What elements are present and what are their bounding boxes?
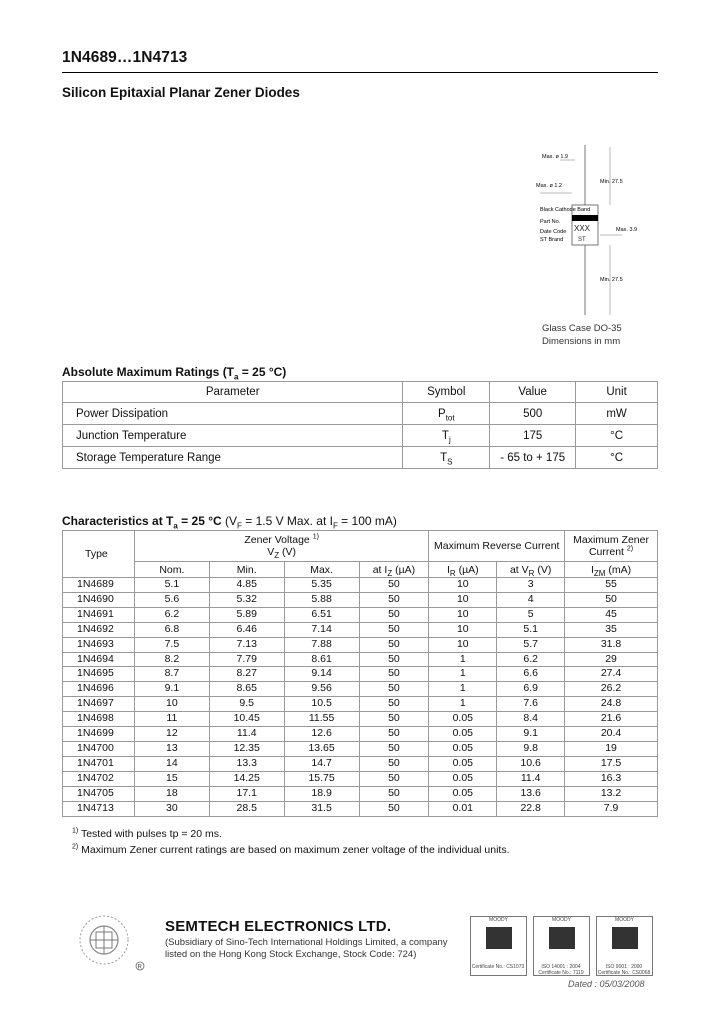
value-cell: 0.05 [429, 771, 497, 786]
value-cell: 1 [429, 697, 497, 712]
value-cell: 5.32 [209, 592, 284, 607]
unit-cell: mW [576, 403, 658, 425]
value-cell: 6.2 [134, 607, 209, 622]
col-zener-voltage: Zener Voltage $^{1)}$ $V_Z$ (V) [134, 531, 428, 562]
label-brand: ST Brand [540, 237, 564, 243]
type-cell: 1N4692 [63, 622, 135, 637]
title-rule [62, 72, 658, 73]
value-cell: 26.2 [565, 682, 658, 697]
table-row [63, 771, 658, 786]
table-row [63, 801, 658, 816]
value-cell: 1 [429, 682, 497, 697]
table-row [63, 592, 658, 607]
value-cell: 8.27 [209, 667, 284, 682]
footnote-2: $^{2)}$ Maximum Zener current ratings are based on maximum zener voltage of the individual units. [72, 843, 510, 856]
value-cell: 8.7 [134, 667, 209, 682]
footnote-1: $^{1)}$ Tested with pulses tp = 20 ms. [72, 827, 222, 840]
marking-part: XXX [574, 224, 591, 233]
value-cell: 6.8 [134, 622, 209, 637]
value-cell: 22.8 [497, 801, 565, 816]
value-cell: 50 [359, 652, 429, 667]
value-cell: 5.7 [497, 637, 565, 652]
type-cell: 1N4705 [63, 786, 135, 801]
value-cell: 3 [497, 578, 565, 593]
value-cell: 9.1 [134, 682, 209, 697]
value-cell: 19 [565, 741, 658, 756]
label-date-code: Date Code [540, 229, 567, 235]
col-unit: Unit [576, 382, 658, 403]
type-cell: 1N4693 [63, 637, 135, 652]
col-reverse-current: Maximum Reverse Current [429, 531, 565, 562]
table-row [63, 786, 658, 801]
value-cell: 50 [359, 697, 429, 712]
value-cell: 31.8 [565, 637, 658, 652]
table-header-row [63, 382, 658, 403]
sub-max: Max. [284, 562, 359, 578]
cert-caption-3: ISO 9001 : 2000 Certificate No.: CS0068 [597, 964, 651, 976]
value-cell: 50 [359, 637, 429, 652]
value-cell: 13.2 [565, 786, 658, 801]
cert-badge-1: MOODY [470, 916, 527, 976]
cathode-band [572, 215, 598, 221]
value-cell: 12.6 [284, 727, 359, 742]
amr-heading: Absolute Maximum Ratings ($T_a = 25$ °C) [62, 365, 287, 382]
type-cell: 1N4697 [63, 697, 135, 712]
value-cell: 6.46 [209, 622, 284, 637]
value-cell: 5.1 [134, 578, 209, 593]
value-cell: 50 [359, 771, 429, 786]
sub-at-vr: at $V_R$ (V) [497, 562, 565, 578]
marking-brand: ST [578, 237, 586, 243]
value-cell: 5.88 [284, 592, 359, 607]
value-cell: 10 [429, 622, 497, 637]
value-cell: 9.14 [284, 667, 359, 682]
value-cell: 50 [359, 786, 429, 801]
col-value: Value [490, 382, 576, 403]
value-cell: 18 [134, 786, 209, 801]
table-row [63, 756, 658, 771]
value-cell: 500 [490, 403, 576, 425]
unit-cell: °C [576, 447, 658, 469]
value-cell: 31.5 [284, 801, 359, 816]
value-cell: 1 [429, 652, 497, 667]
type-cell: 1N4694 [63, 652, 135, 667]
moody-logo-icon [549, 927, 575, 949]
value-cell: 50 [359, 682, 429, 697]
dim-label-b: Max. ø 1.2 [536, 183, 562, 189]
value-cell: 10.6 [497, 756, 565, 771]
dim-label-a: Max. ø 1.9 [542, 154, 568, 160]
value-cell: 13.3 [209, 756, 284, 771]
value-cell: 10 [429, 578, 497, 593]
value-cell: 50 [359, 727, 429, 742]
table-row [63, 447, 658, 469]
value-cell: 50 [359, 801, 429, 816]
sub-min: Min. [209, 562, 284, 578]
value-cell: 28.5 [209, 801, 284, 816]
type-cell: 1N4695 [63, 667, 135, 682]
type-cell: 1N4699 [63, 727, 135, 742]
value-cell: 0.05 [429, 727, 497, 742]
sub-nom: Nom. [134, 562, 209, 578]
page-title: 1N4689…1N4713 [62, 49, 188, 66]
value-cell: 175 [490, 425, 576, 447]
param-cell: Storage Temperature Range [63, 447, 403, 469]
table-row [63, 607, 658, 622]
package-caption [542, 323, 622, 348]
symbol-cell: $P_{tot}$ [403, 403, 490, 425]
type-cell: 1N4701 [63, 756, 135, 771]
table-row [63, 712, 658, 727]
value-cell: 0.05 [429, 786, 497, 801]
value-cell: 10 [134, 697, 209, 712]
moody-logo-icon [486, 927, 512, 949]
value-cell: 50 [359, 592, 429, 607]
value-cell: 50 [359, 667, 429, 682]
symbol-cell: $T_S$ [403, 447, 490, 469]
cert-badge-2: MOODY [533, 916, 590, 976]
table-row [63, 741, 658, 756]
table-row [63, 622, 658, 637]
sub-at-iz: at $I_Z$ (µA) [359, 562, 429, 578]
type-cell: 1N4702 [63, 771, 135, 786]
label-part: Part No. [540, 219, 561, 225]
value-cell: 8.65 [209, 682, 284, 697]
col-parameter: Parameter [63, 382, 403, 403]
amr-table [62, 381, 658, 469]
symbol-cell: $T_j$ [403, 425, 490, 447]
value-cell: 50 [565, 592, 658, 607]
unit-cell: °C [576, 425, 658, 447]
value-cell: 5 [497, 607, 565, 622]
table-row [63, 697, 658, 712]
table-row [63, 403, 658, 425]
type-cell: 1N4698 [63, 712, 135, 727]
value-cell: 6.6 [497, 667, 565, 682]
value-cell: 8.61 [284, 652, 359, 667]
value-cell: 9.1 [497, 727, 565, 742]
package-diagram [530, 145, 670, 345]
value-cell: 6.9 [497, 682, 565, 697]
table-subheader-row [63, 562, 658, 578]
value-cell: 8.4 [497, 712, 565, 727]
value-cell: 7.13 [209, 637, 284, 652]
footnotes [72, 826, 510, 858]
value-cell: 11.4 [209, 727, 284, 742]
value-cell: 14.25 [209, 771, 284, 786]
value-cell: 14.7 [284, 756, 359, 771]
value-cell: 7.88 [284, 637, 359, 652]
value-cell: 4.85 [209, 578, 284, 593]
characteristics-body [63, 578, 658, 817]
type-cell: 1N4690 [63, 592, 135, 607]
value-cell: 6.2 [497, 652, 565, 667]
cert-badge-3: MOODY [596, 916, 653, 976]
value-cell: 50 [359, 741, 429, 756]
cert-caption-2: ISO 14001 : 2004 Certificate No.: 7119 [538, 964, 584, 976]
col-symbol: Symbol [403, 382, 490, 403]
value-cell: 50 [359, 578, 429, 593]
value-cell: 8.2 [134, 652, 209, 667]
value-cell: 20.4 [565, 727, 658, 742]
value-cell: 17.1 [209, 786, 284, 801]
package-caption-line2: Dimensions in mm [542, 335, 621, 347]
table-row [63, 425, 658, 447]
value-cell: 50 [359, 712, 429, 727]
value-cell: 11.4 [497, 771, 565, 786]
page-subtitle: Silicon Epitaxial Planar Zener Diodes [62, 85, 300, 100]
semtech-logo [74, 910, 148, 980]
table-row [63, 682, 658, 697]
value-cell: 14 [134, 756, 209, 771]
type-cell: 1N4700 [63, 741, 135, 756]
value-cell: 13.6 [497, 786, 565, 801]
dim-label-e: Min. 27.5 [600, 277, 623, 283]
value-cell: 50 [359, 607, 429, 622]
value-cell: 21.6 [565, 712, 658, 727]
value-cell: 0.01 [429, 801, 497, 816]
value-cell: 7.5 [134, 637, 209, 652]
value-cell: 0.05 [429, 712, 497, 727]
value-cell: - 65 to + 175 [490, 447, 576, 469]
value-cell: 50 [359, 622, 429, 637]
value-cell: 5.35 [284, 578, 359, 593]
value-cell: 10.5 [284, 697, 359, 712]
moody-logo-icon [612, 927, 638, 949]
svg-text:R: R [137, 964, 142, 971]
characteristics-table [62, 530, 658, 817]
table-row [63, 578, 658, 593]
value-cell: 11 [134, 712, 209, 727]
value-cell: 9.5 [209, 697, 284, 712]
label-band: Black Cathode Band [540, 207, 591, 213]
company-subtitle: (Subsidiary of Sino-Tech International Holdings Limited, a company listed on the Hong Kong Stock Exchange, Stock Code: 724) [165, 937, 448, 960]
sub-izm: $I_{ZM}$ (mA) [565, 562, 658, 578]
value-cell: 10 [429, 592, 497, 607]
value-cell: 7.79 [209, 652, 284, 667]
value-cell: 50 [359, 756, 429, 771]
value-cell: 18.9 [284, 786, 359, 801]
value-cell: 12 [134, 727, 209, 742]
value-cell: 29 [565, 652, 658, 667]
type-cell: 1N4689 [63, 578, 135, 593]
value-cell: 16.3 [565, 771, 658, 786]
value-cell: 24.8 [565, 697, 658, 712]
type-cell: 1N4696 [63, 682, 135, 697]
table-row [63, 727, 658, 742]
value-cell: 0.05 [429, 741, 497, 756]
value-cell: 15 [134, 771, 209, 786]
value-cell: 5.6 [134, 592, 209, 607]
value-cell: 10.45 [209, 712, 284, 727]
value-cell: 7.6 [497, 697, 565, 712]
param-cell: Junction Temperature [63, 425, 403, 447]
value-cell: 5.89 [209, 607, 284, 622]
value-cell: 15.75 [284, 771, 359, 786]
value-cell: 1 [429, 667, 497, 682]
value-cell: 10 [429, 637, 497, 652]
value-cell: 55 [565, 578, 658, 593]
value-cell: 35 [565, 622, 658, 637]
value-cell: 27.4 [565, 667, 658, 682]
type-cell: 1N4713 [63, 801, 135, 816]
value-cell: 12.35 [209, 741, 284, 756]
col-max-zener-current: Maximum Zener Current $^{2)}$ [565, 531, 658, 562]
value-cell: 4 [497, 592, 565, 607]
col-type: Type [63, 531, 135, 578]
table-row [63, 652, 658, 667]
value-cell: 9.8 [497, 741, 565, 756]
value-cell: 7.9 [565, 801, 658, 816]
value-cell: 13.65 [284, 741, 359, 756]
dim-label-c: Min. 27.5 [600, 179, 623, 185]
value-cell: 17.5 [565, 756, 658, 771]
value-cell: 7.14 [284, 622, 359, 637]
value-cell: 30 [134, 801, 209, 816]
package-caption-line1: Glass Case DO-35 [542, 323, 622, 334]
cert-caption-1: Certificate No.: CS1073 [471, 964, 525, 970]
value-cell: 6.51 [284, 607, 359, 622]
dim-label-d: Max. 3.9 [616, 227, 638, 233]
value-cell: 13 [134, 741, 209, 756]
value-cell: 0.05 [429, 756, 497, 771]
type-cell: 1N4691 [63, 607, 135, 622]
table-header-row [63, 531, 658, 562]
value-cell: 10 [429, 607, 497, 622]
company-name: SEMTECH ELECTRONICS LTD. [165, 918, 392, 935]
table-row [63, 667, 658, 682]
table-row [63, 637, 658, 652]
value-cell: 11.55 [284, 712, 359, 727]
value-cell: 5.1 [497, 622, 565, 637]
chars-heading: Characteristics at $T_a = 25$ °C ($V_F = 1.5$ V Max. at $I_F = 100$ mA) [62, 514, 397, 531]
value-cell: 9.56 [284, 682, 359, 697]
dated-label: Dated : 05/03/2008 [568, 979, 645, 989]
sub-ir: $I_R$ (µA) [429, 562, 497, 578]
param-cell: Power Dissipation [63, 403, 403, 425]
value-cell: 45 [565, 607, 658, 622]
